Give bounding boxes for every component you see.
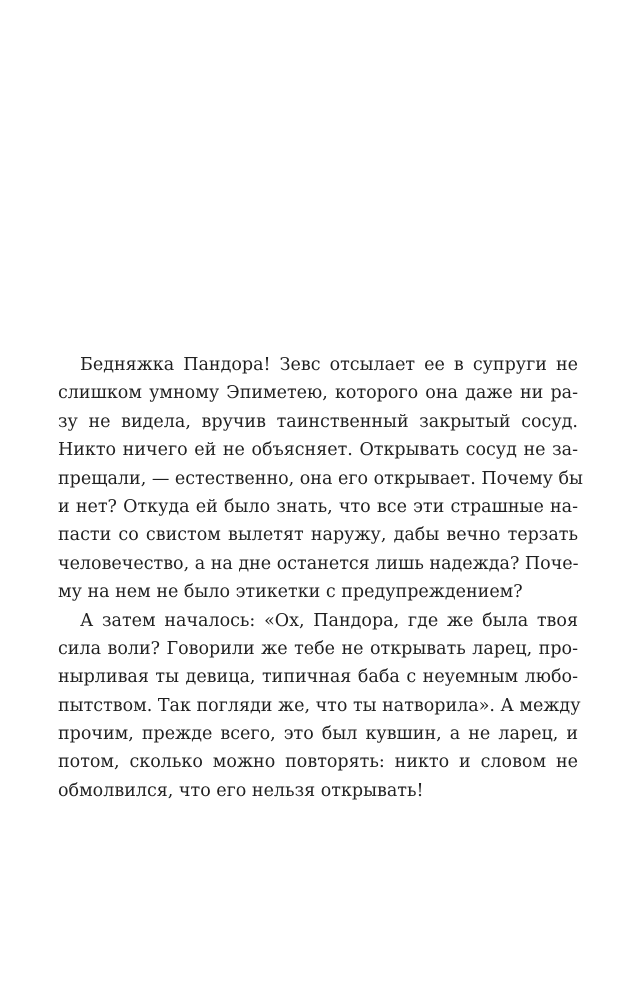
paragraph-2 (58, 607, 581, 806)
text-line: пасти со свистом вылетят наружу, дабы вечно терзать (58, 525, 578, 546)
text-line: обмолвился, что его нельзя открывать! (58, 780, 424, 801)
paragraph-1 (58, 351, 583, 607)
text-line: человечество, а на дне останется лишь надежда? Поче- (58, 553, 579, 574)
text-line: зу не видела, вручив таинственный закрытый сосуд. (58, 411, 578, 432)
text-line: му на нем не было этикетки с предупреждением? (58, 582, 523, 603)
text-line: и нет? Откуда ей было знать, что все эти страшные на- (58, 496, 578, 517)
text-line: слишком умному Эпиметею, которого она даже ни ра- (58, 383, 578, 404)
text-line: сила воли? Говорили же тебе не открывать ларец, про- (58, 638, 578, 659)
text-line: потом, сколько можно повторять: никто и словом не (58, 752, 578, 773)
text-line: прочим, прежде всего, это был кувшин, а не ларец, и (58, 724, 578, 745)
text-line: прещали, — естественно, она его открывает. Почему бы (58, 468, 583, 489)
body-text (58, 351, 583, 805)
text-line: пытством. Так погляди же, что ты натворила». А между (58, 695, 581, 716)
text-line: нырливая ты девица, типичная баба с неуемным любо- (58, 667, 578, 688)
text-line: Бедняжка Пандора! Зевс отсылает ее в супруги не (80, 355, 578, 375)
text-line: Никто ничего ей не объясняет. Открывать сосуд не за- (58, 440, 578, 461)
text-line: А затем началось: «Ох, Пандора, где же была твоя (80, 610, 578, 631)
